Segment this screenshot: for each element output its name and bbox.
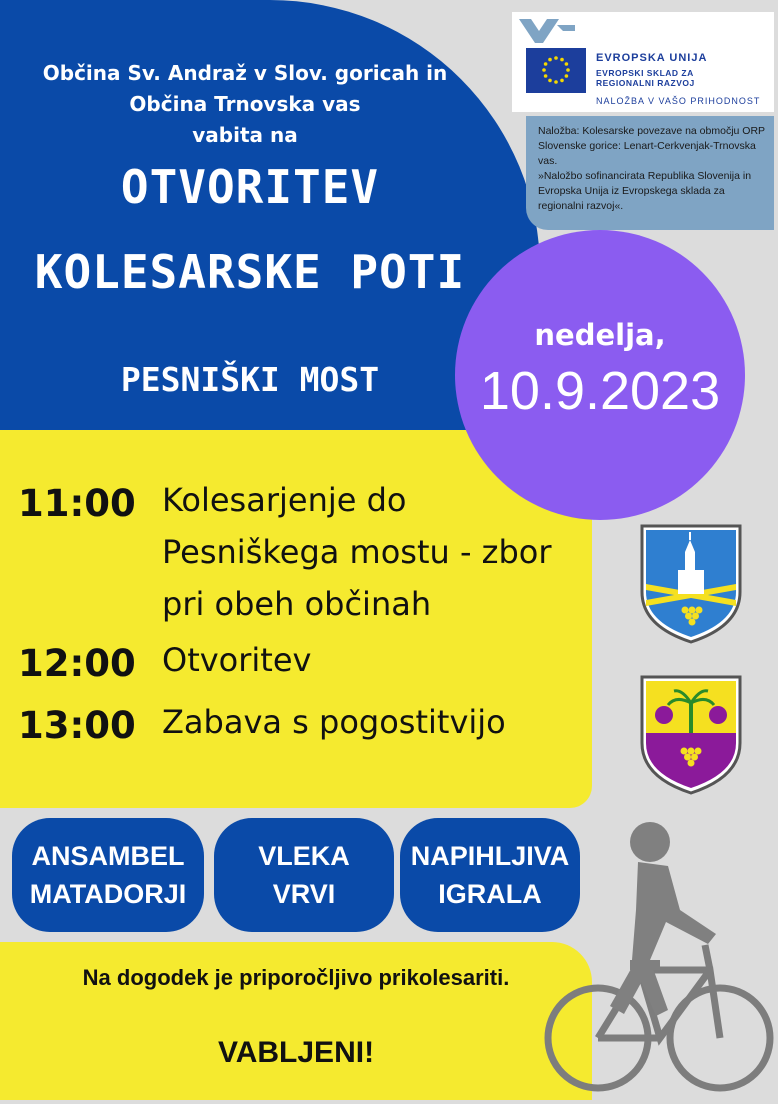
intro-text [20, 58, 470, 151]
eu-fund-line-1: EVROPSKI SKLAD ZA [596, 68, 694, 78]
program-text-3: Zabava s pogostitvijo [162, 703, 506, 741]
intro-line-2: Občina Trnovska vas [129, 92, 361, 116]
funding-note-line-1: Naložba: Kolesarske povezave na območju ORP Slovenske gorice: Lenart-Cerkvenjak-Trnovska vas. [538, 125, 765, 167]
eu-slogan: NALOŽBA V VAŠO PRIHODNOST [596, 96, 761, 106]
event-title-line-2: KOLESARSKE POTI [34, 245, 466, 299]
eu-logo [512, 12, 774, 112]
intro-line-1: Občina Sv. Andraž v Slov. goricah in [42, 61, 448, 85]
eu-fund-line-2: REGIONALNI RAZVOJ [596, 78, 695, 88]
attraction-pill-tug-of-war [214, 818, 394, 932]
eu-name: EVROPSKA UNIJA [596, 52, 708, 64]
eu-mark-icon [517, 17, 577, 47]
event-date: 10.9.2023 [479, 361, 721, 421]
recommendation-text: Na dogodek je priporočljivo prikolesariti. [82, 965, 510, 990]
program-text-1: Kolesarjenje do Pesniškega mostu - zbor pri obeh občinah [162, 481, 552, 623]
cyclist-icon [540, 810, 778, 1100]
event-title-line-1: OTVORITEV [120, 160, 380, 214]
pill-line-1: NAPIHLJIVA [410, 841, 570, 871]
coat-of-arms-palm-icon [638, 673, 744, 797]
program-text-2: Otvoritev [162, 641, 312, 679]
event-location: PESNIŠKI MOST [120, 360, 380, 399]
eu-flag-icon [526, 48, 586, 93]
program-time-3: 13:00 [18, 704, 136, 747]
welcome-text: VABLJENI! [217, 1036, 375, 1069]
pill-line-2: VRVI [272, 879, 336, 909]
coat-of-arms-church-icon [638, 522, 744, 646]
event-day: nedelja, [534, 318, 666, 352]
pill-line-1: VLEKA [258, 841, 350, 871]
attraction-pill-band [12, 818, 204, 932]
pill-line-2: MATADORJI [29, 879, 187, 909]
funding-note-line-2: »Naložbo sofinancirata Republika Slovenija in Evropska Unija iz Evropskega sklada za regionalni razvoj«. [538, 170, 752, 212]
funding-note [526, 116, 774, 230]
program-time-2: 12:00 [18, 642, 136, 685]
program-time-1: 11:00 [18, 482, 136, 525]
eu-fund-name [596, 68, 726, 88]
pill-line-2: IGRALA [438, 879, 542, 909]
pill-line-1: ANSAMBEL [31, 841, 185, 871]
intro-line-3: vabita na [192, 123, 298, 147]
